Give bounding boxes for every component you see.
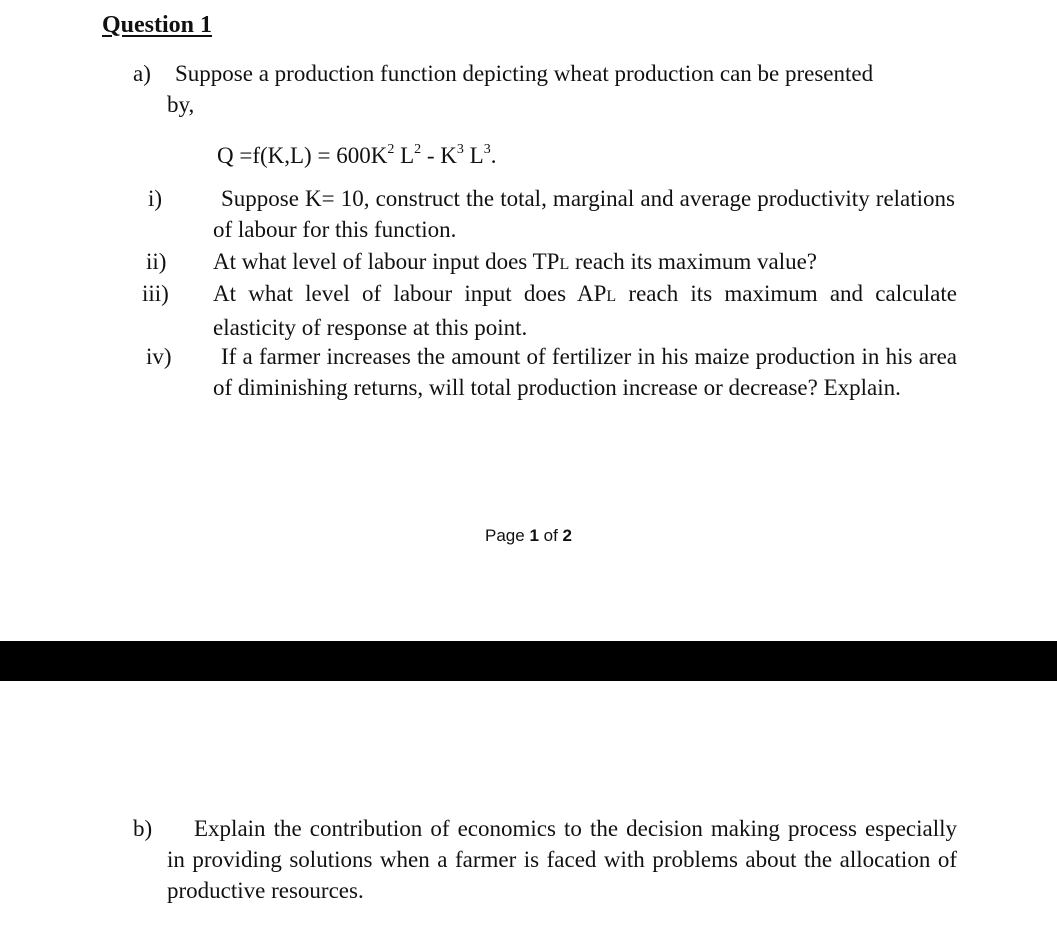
part-b-text: Explain the contribution of economics to the decision making process especially in providing solutions when a farmer is faced with problems about the allocation of productive resources. (167, 816, 957, 903)
item-i-text: Suppose K= 10, construct the total, marginal and average productivity relations of labour for this function. (213, 186, 955, 242)
page-break-band (0, 641, 1057, 681)
part-b-label: b) (133, 816, 153, 841)
part-a-label: a) (133, 61, 151, 86)
item-iv-text: If a farmer increases the amount of fertilizer in his maize production in his area of diminishing returns, will total production increase or decrease? Explain. (213, 344, 957, 400)
production-function-formula: $Q =f(K,L) = 600K^2$ $L^2 - K^3$ $L^3$. (217, 142, 497, 168)
item-iii-label: iii) (142, 281, 169, 306)
item-ii-label: ii) (146, 249, 167, 274)
item-i-label: i) (148, 186, 163, 211)
question-heading: Question 1 (102, 12, 213, 38)
item-iv-label: iv) (146, 344, 172, 369)
page-number: Page 1 of 2 (485, 526, 572, 545)
item-iii-text: At what level of labour input does APL reach its maximum and calculate elasticity of response at this point. (213, 281, 957, 340)
part-a-intro-line1: Suppose a production function depicting wheat production can be presented (175, 61, 874, 86)
item-ii-text: At what level of labour input does TPL reach its maximum value? (213, 249, 818, 274)
part-a-intro-line2: by, (167, 92, 195, 117)
